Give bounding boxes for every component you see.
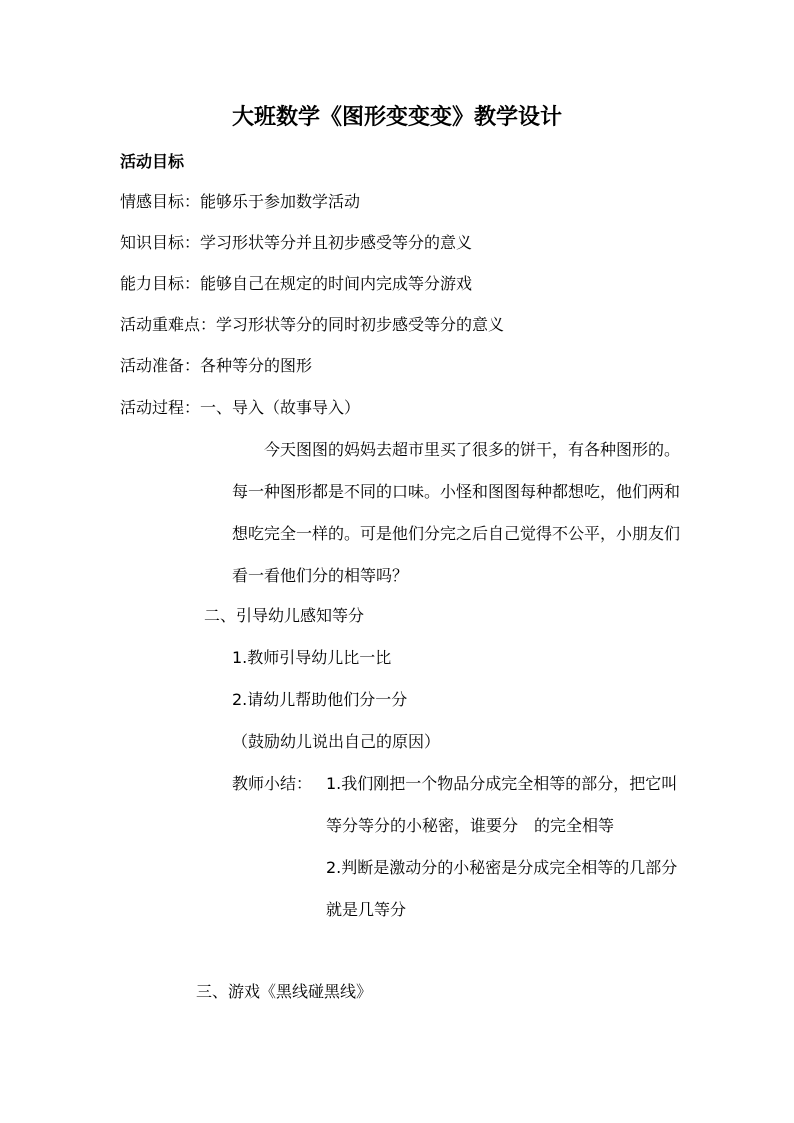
goal-ability: 能力目标：能够自己在规定的时间内完成等分游戏 — [120, 274, 473, 293]
goal-knowledge: 知识目标：学习形状等分并且初步感受等分的意义 — [120, 233, 473, 252]
teacher-summary-point-1: 1.我们刚把一个物品分成完全相等的部分，把它叫等分等分的小秘密，谁要分 的完全相等 — [326, 774, 678, 835]
step2-item-1: 1.教师引导幼儿比一比 — [232, 648, 392, 667]
teacher-summary-label: 教师小结： — [232, 774, 313, 793]
step2-item-2: 2.请幼儿帮助他们分一分 — [232, 690, 408, 709]
step3-heading: 三、游戏《黑线碰黑线》 — [196, 982, 373, 1001]
story-paragraph: 今天图图的妈妈去超市里买了很多的饼干，有各种图形的。每一种图形都是不同的口味。小怪和图图每种都想吃，他们两和想吃完全一样的。可是他们分完之后自己觉得不公平，小朋友们看一看他们分的相等吗？ — [232, 440, 681, 585]
activity-preparation: 活动准备：各种等分的图形 — [120, 356, 313, 375]
step2-heading: 二、引导幼儿感知等分 — [204, 606, 365, 625]
activity-process-heading: 活动过程：一、导入（故事导入） — [120, 398, 361, 417]
section-heading-activity-goals: 活动目标 — [120, 152, 185, 171]
document-title: 大班数学《图形变变变》教学设计 — [231, 104, 562, 130]
key-difficult-points: 活动重难点：学习形状等分的同时初步感受等分的意义 — [120, 315, 505, 334]
teacher-summary-block — [326, 763, 680, 931]
step2-note: （鼓励幼儿说出自己的原因） — [232, 732, 441, 751]
goal-emotional: 情感目标：能够乐于参加数学活动 — [120, 192, 361, 211]
teacher-summary-point-2: 2.判断是激动分的小秘密是分成完全相等的几部分就是几等分 — [326, 858, 678, 919]
